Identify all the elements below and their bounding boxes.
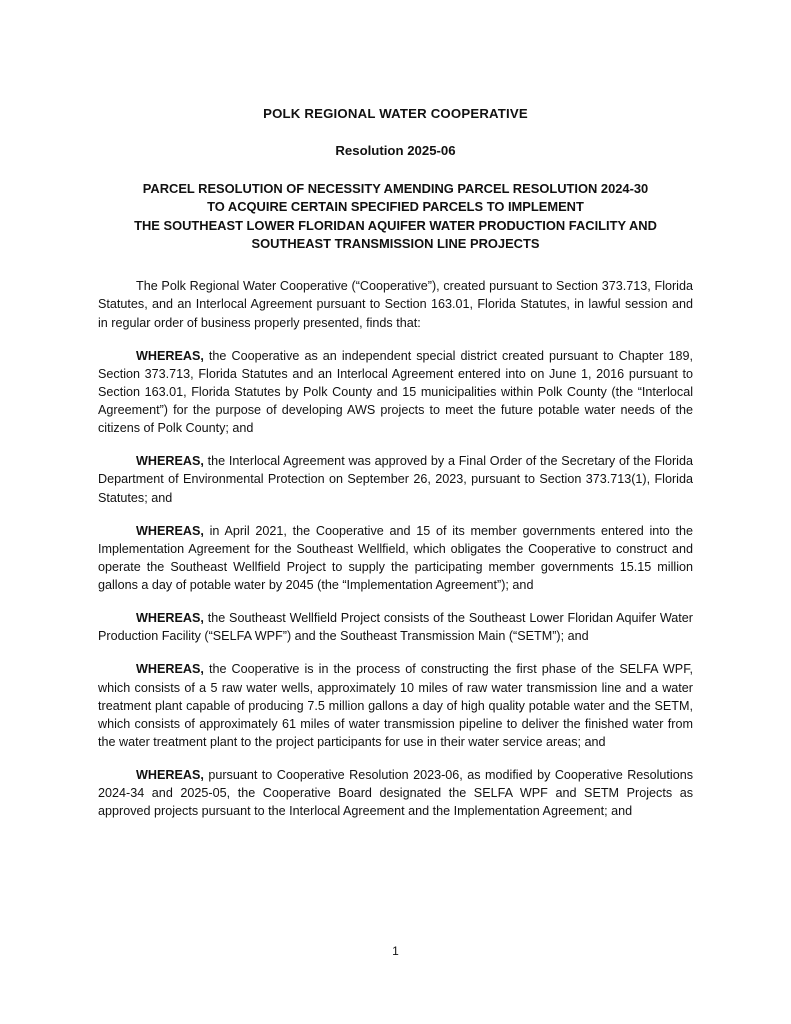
paragraph-lead: WHEREAS, [136,662,204,677]
paragraph-whereas-3 [98,522,693,595]
paragraph-lead: WHEREAS, [136,611,204,626]
document-title [98,180,693,253]
paragraph-text: pursuant to Cooperative Resolution 2023-06, as modified by Cooperative Resolutions 2024-34 and 2025-05, the Cooperative Board designated the SELFA WPF and SETM Projects as approved projects pursuant to the Interlocal Agreement and the Implementation Agreement; and [98,768,693,819]
paragraph-lead: WHEREAS, [136,454,204,469]
paragraph-whereas-6 [98,766,693,820]
document-title-line-1: PARCEL RESOLUTION OF NECESSITY AMENDING PARCEL RESOLUTION 2024-30 [142,181,649,196]
document-title-line-2: TO ACQUIRE CERTAIN SPECIFIED PARCELS TO IMPLEMENT [207,199,584,215]
paragraph-text: the Interlocal Agreement was approved by a Final Order of the Secretary of the Florida Department of Environmental Protection on September 26, 2023, pursuant to Section 373.713(1), Florida Statutes; and [98,454,693,505]
paragraph-text: the Cooperative as an independent special district created pursuant to Chapter 189, Section 373.713, Florida Statutes and an Interlocal Agreement entered into on June 1, 2016 pursuant to Section 163.01, Florida Statutes by Polk County and 15 municipalities within Polk County (the “Interlocal Agreement”) for the purpose of developing AWS projects to meet the future potable water needs of the citizens of Polk County; and [98,348,693,436]
paragraph-whereas-1 [98,347,693,438]
paragraph-lead: WHEREAS, [136,768,204,782]
paragraph-text: The Polk Regional Water Cooperative (“Cooperative”), created pursuant to Section 373.713, Florida Statutes, and an Interlocal Agreement pursuant to Section 163.01, Florida Statutes, in lawful session and in regular order of business properly presented, finds that: [98,279,693,330]
paragraph-whereas-2 [98,452,693,506]
page-content [98,106,693,835]
organization-title: POLK REGIONAL WATER COOPERATIVE [263,106,528,121]
page-number: 1 [392,944,399,958]
resolution-number: Resolution 2025-06 [335,143,456,158]
paragraph-text: the Cooperative is in the process of constructing the first phase of the SELFA WPF, which consists of a 5 raw water wells, approximately 10 miles of raw water transmission line and a water treatment plant capable of producing 7.5 million gallons a day of high quality potable water and the SETM, which consists of approximately 61 miles of water transmission pipeline to deliver the finished water from the water treatment plant to the project participants for use in their water service areas; and [98,662,693,749]
paragraph-intro [98,277,693,331]
document-title-line-3: THE SOUTHEAST LOWER FLORIDAN AQUIFER WATER PRODUCTION FACILITY AND [134,217,657,233]
paragraph-lead: WHEREAS, [136,348,204,363]
document-title-line-4: SOUTHEAST TRANSMISSION LINE PROJECTS [251,235,540,251]
paragraph-lead: WHEREAS, [136,523,204,538]
paragraph-text: the Southeast Wellfield Project consists of the Southeast Lower Floridan Aquifer Water Production Facility (“SELFA WPF”) and the Southeast Transmission Main (“SETM”); and [98,611,693,644]
paragraph-whereas-4 [98,609,693,645]
paragraph-whereas-5 [98,660,693,751]
paragraph-text: in April 2021, the Cooperative and 15 of its member governments entered into the Implementation Agreement for the Southeast Wellfield, which obligates the Cooperative to construct and operate the Southeast Wellfield Project to supply the participating member governments 15.15 million gallons a day of potable water by 2045 (the “Implementation Agreement”); and [98,523,693,592]
